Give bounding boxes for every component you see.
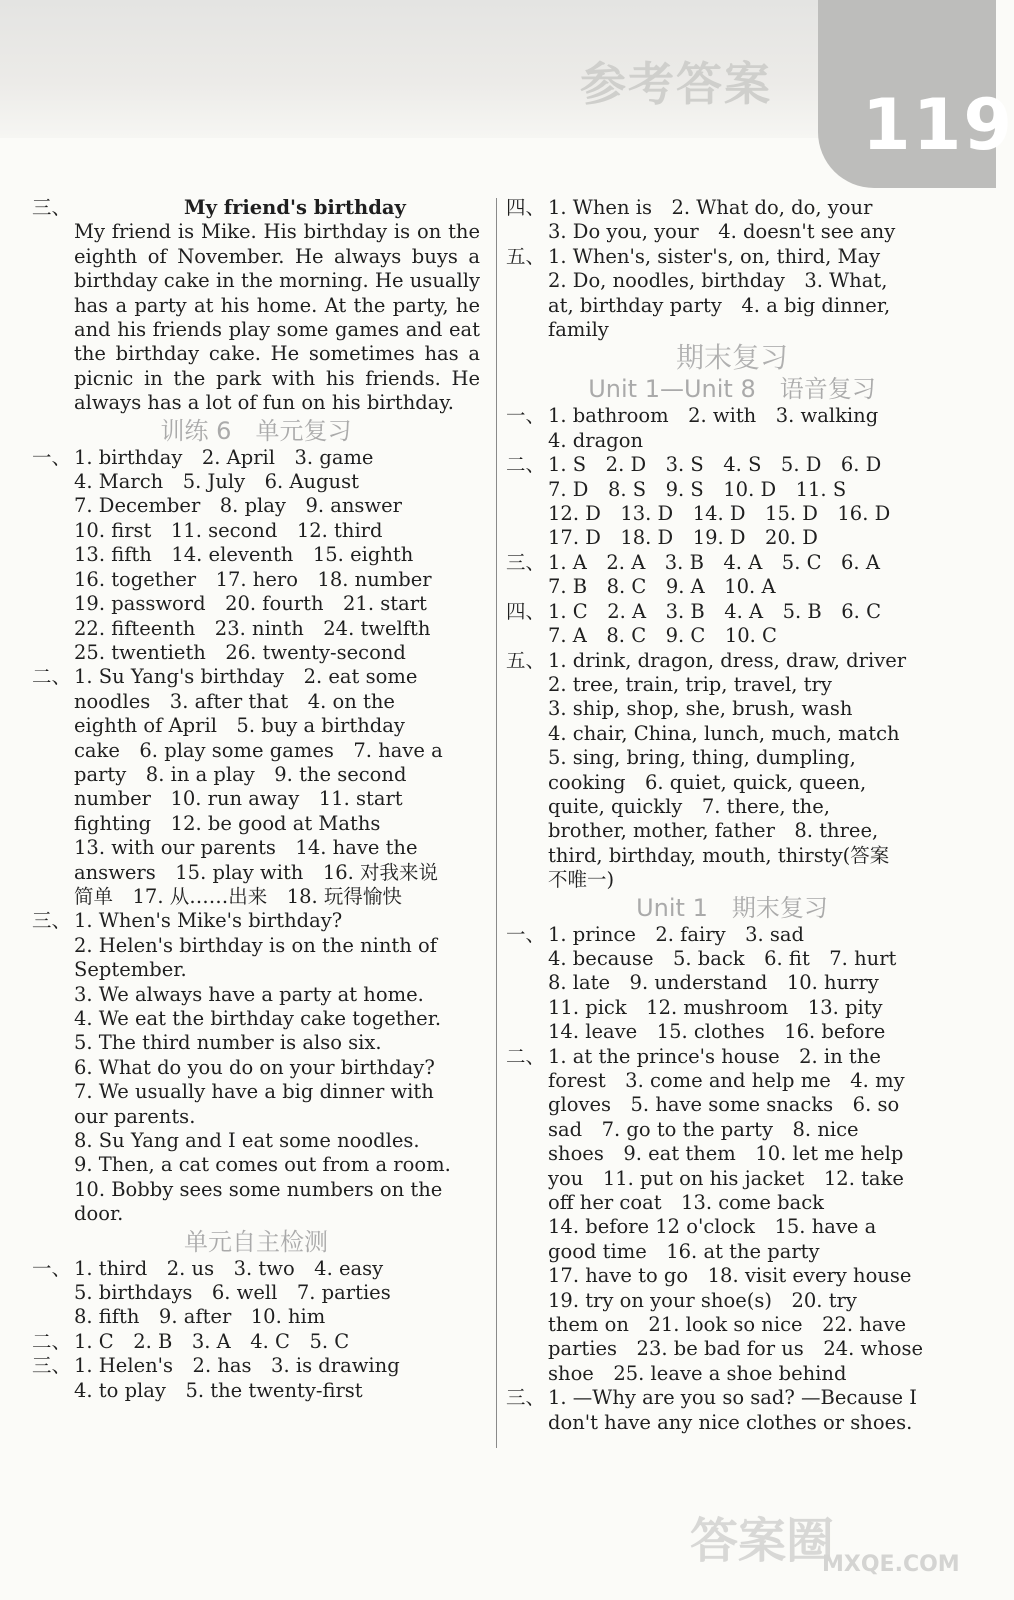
answer-line: 7. D 8. S 9. S 10. D 11. S [548,477,847,501]
answer-text: 1. prince 2. fairy 3. sad [548,922,805,946]
answer-line: quite, quickly 7. there, the, [548,794,830,818]
answer-text: 1. Su Yang's birthday 2. eat some [74,665,418,689]
answer-line: 4. chair, China, lunch, much, match [548,721,900,745]
answer-line: 7. A 8. C 9. C 10. C [548,624,777,648]
answer-line: 8. fifth 9. after 10. him [74,1305,326,1329]
answer-text: 1. C 2. A 3. B 4. A 5. B 6. C [548,599,881,623]
answer-line: 3. Do you, your 4. doesn't see any [548,220,896,244]
answer-line: fighting 12. be good at Maths [74,811,381,835]
question-group-line [32,1330,480,1354]
question-group-label: 四、 [506,599,546,623]
answer-text: 1. When is 2. What do, do, your [548,196,873,219]
answer-text: 1. at the prince's house 2. in the [548,1044,881,1068]
question-group-line [506,196,958,220]
question-group-line [506,453,958,477]
answer-text: 1. birthday 2. April 3. game [74,445,374,469]
watermark-url: MXQE.COM [822,1552,960,1577]
answer-line: forest 3. come and help me 4. my [548,1069,905,1092]
answer-line: door. [74,1202,124,1226]
question-group-line [506,404,958,428]
answer-line: 14. leave 15. clothes 16. before [548,1020,886,1044]
answer-line: 7. We usually have a big dinner with [74,1080,434,1104]
answer-line: 3. ship, shop, she, brush, wash [548,697,853,721]
answer-line: 11. pick 12. mushroom 13. pity [548,995,883,1019]
answer-line: September. [74,958,187,982]
answer-line: 5. birthdays 6. well 7. parties [74,1281,391,1305]
answer-line: 10. Bobby sees some numbers on the [74,1177,443,1201]
essay-text: My friend is Mike. His birthday is on the eighth of November. He always buys a birthday cake in the morning. He usually has a party at his home. At the party, he and his friends play some games and eat the birthday cake. He sometimes has a picnic in the park with his friends. He always has a lot of fun on his birthday. [74,220,480,415]
question-group-label: 二、 [32,1329,72,1353]
answer-text: 1. C 2. B 3. A 4. C 5. C [74,1329,350,1353]
answer-line: 4. to play 5. the twenty-first [74,1378,363,1402]
answer-line: 4. because 5. back 6. fit 7. hurt [548,946,897,970]
page-number: 119 [862,84,1014,166]
answer-line: 19. password 20. fourth 21. start [74,592,427,616]
answer-line: 17. D 18. D 19. D 20. D [548,526,818,550]
watermark-logo: 答案圈 [690,1513,835,1569]
answer-line: our parents. [74,1104,196,1128]
answer-line: 17. have to go 18. visit every house [548,1264,912,1288]
answer-text: 1. S 2. D 3. S 4. S 5. D 6. D [548,453,882,477]
answer-line: good time 16. at the party [548,1239,820,1263]
section-heading: 期末复习 [675,341,788,375]
answer-line: 3. We always have a party at home. [74,982,424,1006]
question-group-line [32,196,480,220]
answer-line: gloves 5. have some snacks 6. so [548,1093,900,1117]
answer-line: 不唯一) [548,868,615,892]
answer-line: don't have any nice clothes or shoes. [548,1410,913,1434]
answer-line: 8. Su Yang and I eat some noodles. [74,1129,420,1153]
answer-line: 7. B 8. C 9. A 10. A [548,575,776,599]
question-group-label: 三、 [32,196,72,219]
question-group-line [506,551,958,575]
answer-line: 5. The third number is also six. [74,1031,382,1055]
answer-line: family [548,318,609,342]
answer-line: you 11. put on his jacket 12. take [548,1166,904,1190]
right-answer-column [506,196,958,1435]
answer-line: sad 7. go to the party 8. nice [548,1117,859,1141]
answer-line: 4. March 5. July 6. August [74,470,359,494]
answer-text: 1. When's Mike's birthday? [74,909,343,933]
essay-title: My friend's birthday [184,196,406,219]
answer-line: parties 23. be bad for us 24. whose [548,1337,924,1361]
question-group-line [32,446,480,470]
question-group-line [32,1354,480,1378]
question-group-label: 二、 [32,665,72,689]
question-group-line [506,1045,958,1069]
answer-line: 5. sing, bring, thing, dumpling, [548,746,856,770]
question-group-label: 三、 [506,550,546,574]
answer-text: 1. drink, dragon, dress, draw, driver [548,648,907,672]
answer-line: shoes 9. eat them 10. let me help [548,1142,904,1166]
section-heading: 训练 6 单元复习 [160,416,352,445]
answer-line: 16. together 17. hero 18. number [74,567,432,591]
question-group-label: 五、 [506,648,546,672]
answer-line: 13. with our parents 14. have the [74,836,418,860]
header-title: 参考答案 [580,57,772,111]
question-group-label: 三、 [32,909,72,933]
answer-line: 6. What do you do on your birthday? [74,1055,435,1079]
answer-text: 1. Helen's 2. has 3. is drawing [74,1354,400,1378]
answer-line: at, birthday party 4. a big dinner, [548,293,891,317]
answer-line: 8. late 9. understand 10. hurry [548,971,879,995]
answer-line: off her coat 13. come back [548,1191,824,1215]
answer-line: party 8. in a play 9. the second [74,762,407,786]
question-group-label: 一、 [506,922,546,946]
answer-line: 12. D 13. D 14. D 15. D 16. D [548,502,891,526]
answer-line: 9. Then, a cat comes out from a room. [74,1153,451,1177]
answer-line: cooking 6. quiet, quick, queen, [548,770,867,794]
question-group-label: 二、 [506,453,546,477]
question-group-line [32,665,480,689]
question-group-line [506,923,958,947]
answer-line: 13. fifth 14. eleventh 15. eighth [74,543,414,567]
answer-line: brother, mother, father 8. three, [548,819,879,843]
answer-text: 1. —Why are you so sad? —Because I [548,1386,917,1410]
section-heading: Unit 1—Unit 8 语音复习 [588,375,876,404]
answer-line: noodles 3. after that 4. on the [74,689,395,713]
answer-text: 1. third 2. us 3. two 4. easy [74,1256,384,1280]
answer-line: 简单 17. 从……出来 18. 玩得愉快 [74,884,402,908]
answer-line: 4. We eat the birthday cake together. [74,1007,442,1030]
answer-line: 25. twentieth 26. twenty-second [74,640,406,664]
answer-line: 2. tree, train, trip, travel, try [548,672,832,696]
answer-text: 1. bathroom 2. with 3. walking [548,404,879,428]
answer-line: 22. fifteenth 23. ninth 24. twelfth [74,616,431,640]
answer-line: answers 15. play with 16. 对我来说 [74,860,439,884]
answer-line: 4. dragon [548,428,644,452]
question-group-line [32,909,480,933]
question-group-label: 一、 [506,404,546,428]
question-group-line [506,245,958,269]
answer-line: 2. Helen's birthday is on the ninth of [74,933,437,957]
answer-line: eighth of April 5. buy a birthday [74,714,405,738]
answer-line: 7. December 8. play 9. answer [74,494,402,518]
answer-line: number 10. run away 11. start [74,787,403,811]
question-group-line [32,1257,480,1281]
question-group-line [506,649,958,673]
question-group-label: 二、 [506,1044,546,1068]
answer-text: 1. A 2. A 3. B 4. A 5. C 6. A [548,550,880,574]
answer-line: 19. try on your shoe(s) 20. try [548,1288,857,1312]
question-group-label: 四、 [506,196,546,219]
answer-text: 1. When's, sister's, on, third, May [548,244,881,268]
question-group-label: 一、 [32,445,72,469]
answer-line: third, birthday, mouth, thirsty(答案 [548,843,890,867]
question-group-label: 一、 [32,1256,72,1280]
answer-line: 10. first 11. second 12. third [74,518,383,542]
answer-line: cake 6. play some games 7. have a [74,738,443,762]
question-group-line [506,600,958,624]
answer-line: shoe 25. leave a shoe behind [548,1361,847,1385]
answer-line: them on 21. look so nice 22. have [548,1313,907,1337]
question-group-label: 三、 [506,1386,546,1410]
section-heading: Unit 1 期末复习 [636,893,828,922]
question-group-label: 三、 [32,1354,72,1378]
column-divider [496,198,497,1448]
left-answer-column [32,196,480,1403]
section-heading: 单元自主检测 [184,1227,328,1256]
question-group-label: 五、 [506,244,546,268]
answer-line: 14. before 12 o'clock 15. have a [548,1215,877,1239]
answer-line: 2. Do, noodles, birthday 3. What, [548,269,888,293]
question-group-line [506,1386,958,1410]
